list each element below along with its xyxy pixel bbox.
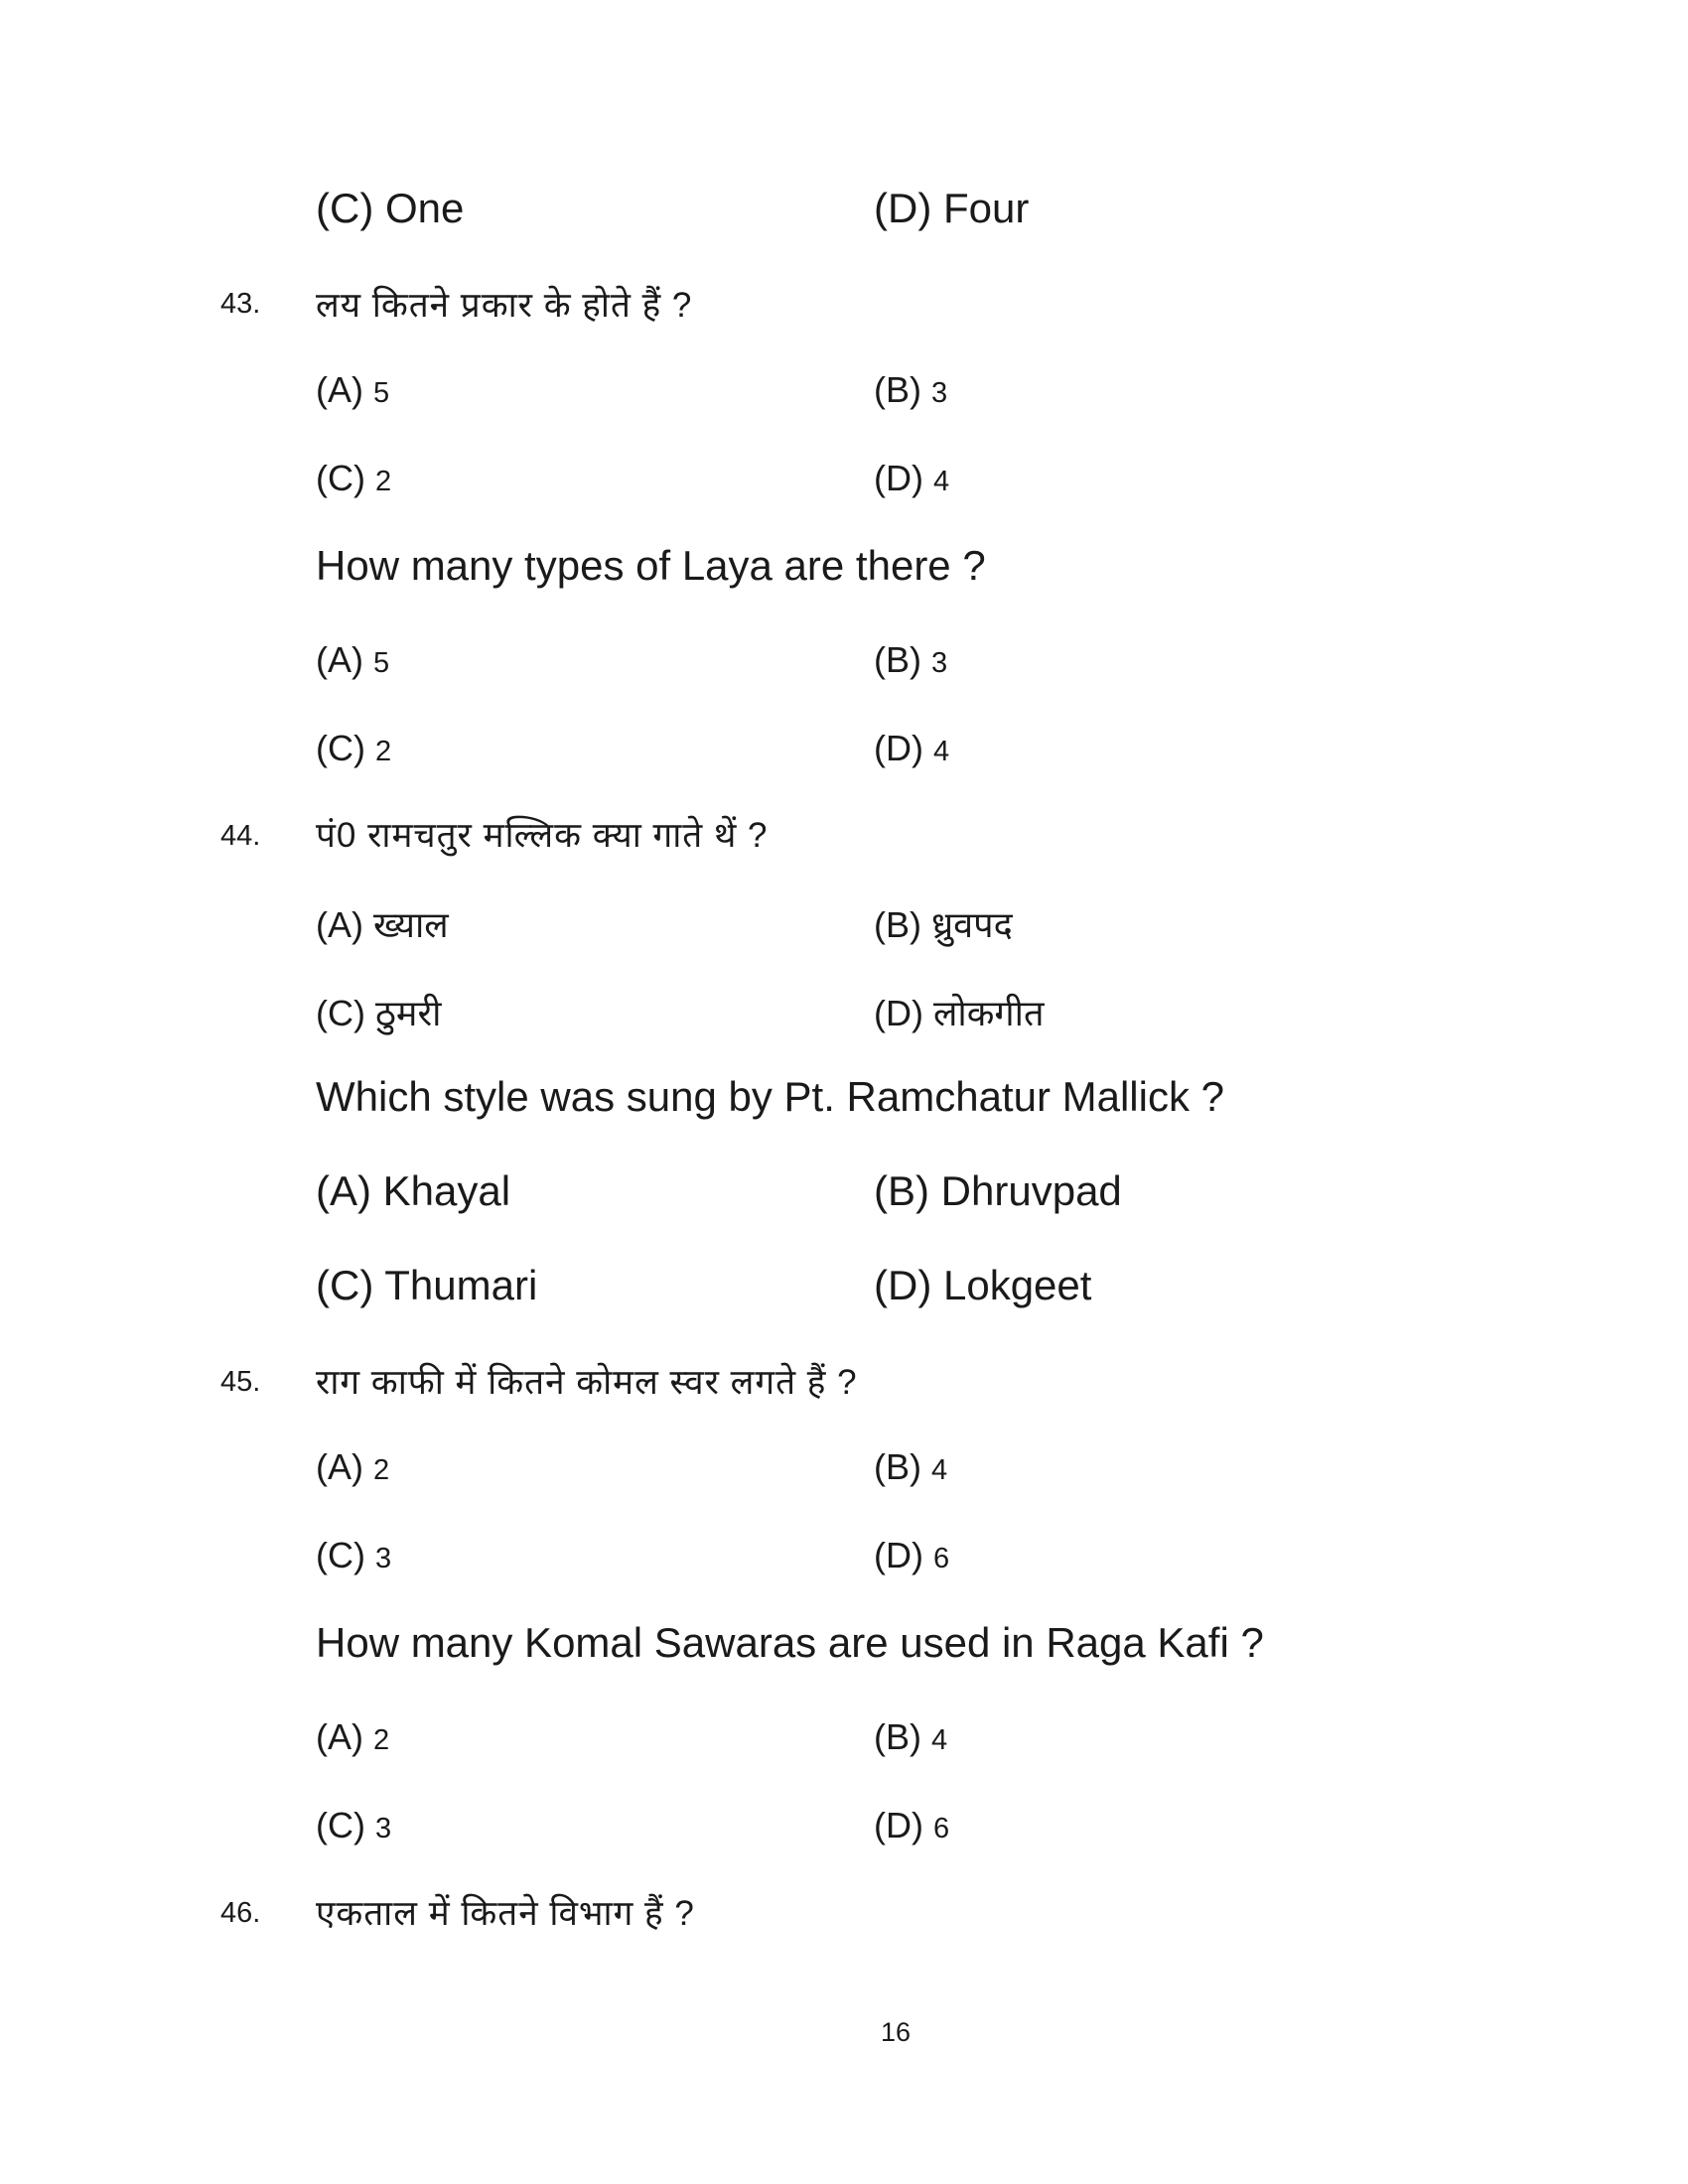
question-text-hindi: राग काफी में कितने कोमल स्वर लगते हैं ? bbox=[316, 1363, 858, 1402]
option-c: (C) 3 bbox=[316, 1535, 392, 1575]
option-c: (C) Thumari bbox=[316, 1262, 538, 1308]
question-text-english: Which style was sung by Pt. Ramchatur Mallick ? bbox=[316, 1073, 1224, 1120]
option-b: (B) 4 bbox=[874, 1446, 948, 1487]
option-d: (D) लोकगीत bbox=[874, 993, 1045, 1033]
option-a: (A) 2 bbox=[316, 1446, 390, 1487]
option-b: (B) 3 bbox=[874, 639, 948, 680]
option-c: (C) 2 bbox=[316, 728, 392, 768]
page-number: 16 bbox=[881, 2017, 912, 2047]
option-c: (C) 2 bbox=[316, 458, 392, 498]
option-a: (A) 5 bbox=[316, 639, 390, 680]
question-text-english: How many types of Laya are there ? bbox=[316, 542, 986, 589]
option-c-top: (C) One bbox=[316, 185, 465, 231]
question-text-english: How many Komal Sawaras are used in Raga Kafi ? bbox=[316, 1619, 1264, 1666]
option-b: (B) Dhruvpad bbox=[874, 1167, 1122, 1214]
option-b: (B) 4 bbox=[874, 1716, 948, 1757]
option-a: (A) 5 bbox=[316, 369, 390, 410]
option-d: (D) 6 bbox=[874, 1805, 950, 1845]
option-a: (A) Khayal bbox=[316, 1167, 511, 1214]
question-text-hindi: पं0 रामचतुर मल्लिक क्या गाते थें ? bbox=[316, 816, 769, 855]
question-number: 44. bbox=[220, 820, 261, 852]
question-text-hindi: एकताल में कितने विभाग हैं ? bbox=[316, 1894, 695, 1933]
option-d: (D) Lokgeet bbox=[874, 1262, 1092, 1308]
question-number: 46. bbox=[220, 1897, 261, 1929]
option-a: (A) ख्याल bbox=[316, 904, 449, 945]
option-b: (B) ध्रुवपद bbox=[874, 904, 1013, 945]
option-d: (D) 6 bbox=[874, 1535, 950, 1575]
question-number: 45. bbox=[220, 1366, 261, 1398]
option-d: (D) 4 bbox=[874, 458, 950, 498]
option-d-top: (D) Four bbox=[874, 185, 1030, 231]
option-d: (D) 4 bbox=[874, 728, 950, 768]
option-c: (C) ठुमरी bbox=[316, 993, 442, 1033]
question-number: 43. bbox=[220, 288, 261, 320]
option-b: (B) 3 bbox=[874, 369, 948, 410]
option-a: (A) 2 bbox=[316, 1716, 390, 1757]
question-text-hindi: लय कितने प्रकार के होते हैं ? bbox=[316, 286, 693, 325]
option-c: (C) 3 bbox=[316, 1805, 392, 1845]
